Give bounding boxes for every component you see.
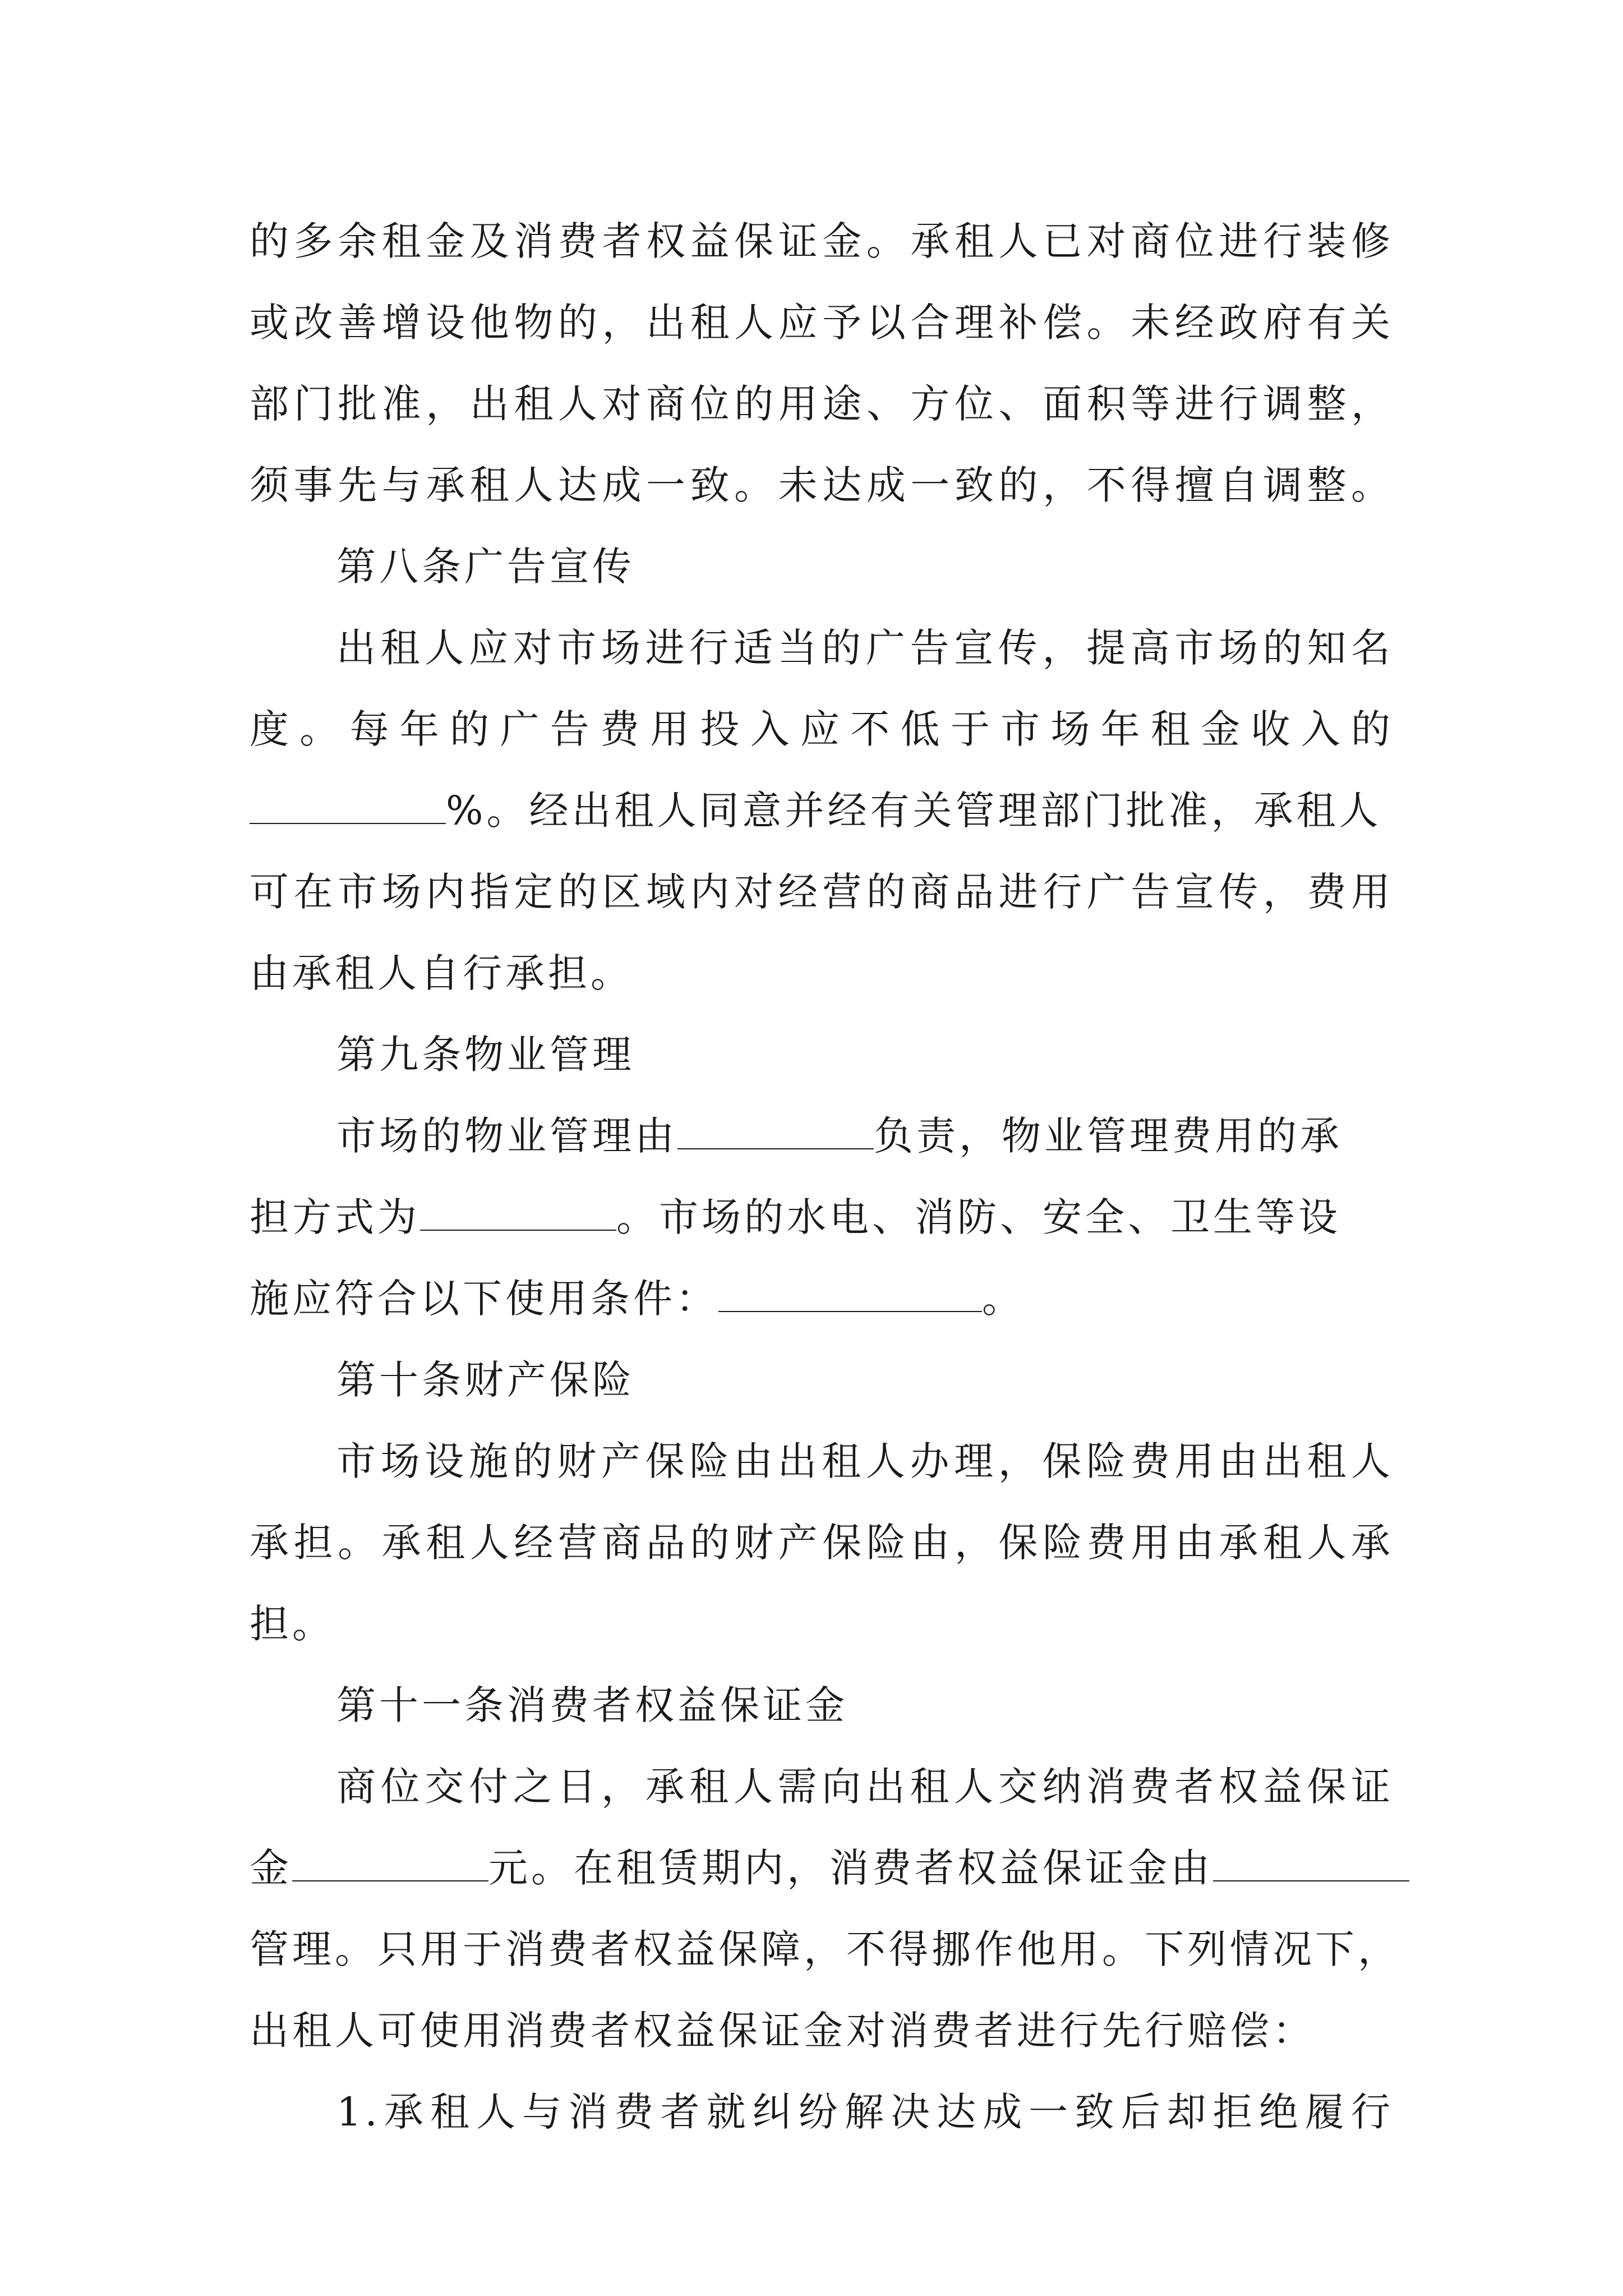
- paragraph-line: 商位交付之日，承租人需向出租人交纳消费者权益保证: [336, 1764, 1394, 1810]
- paragraph-line: 管理。只用于消费者权益保障，不得挪作他用。下列情况下，: [250, 1926, 1400, 1972]
- list-item-1: 1.承租人与消费者就纠纷解决达成一致后却拒绝履行: [336, 2089, 1394, 2135]
- blank-field: [292, 1846, 488, 1881]
- paragraph-line: [250, 1273, 1394, 1324]
- blank-field: [718, 1276, 982, 1312]
- line-text: 施应符合以下使用条件：: [250, 1276, 718, 1322]
- blank-field: [250, 788, 446, 824]
- blank-field: [1213, 1846, 1409, 1881]
- line-text: 金: [250, 1845, 292, 1891]
- line-text: 担方式为: [250, 1194, 420, 1240]
- paragraph-line: 或改善增设他物的，出租人应予以合理补偿。未经政府有关: [250, 300, 1394, 346]
- paragraph-line: [250, 785, 1394, 836]
- paragraph-line: 可在市场内指定的区域内对经营的商品进行广告宣传，费用: [250, 869, 1394, 915]
- paragraph-line: 部门批准，出租人对商位的用途、方位、面积等进行调整，: [250, 381, 1394, 427]
- line-text: 。市场的水电、消防、安全、卫生等设: [616, 1194, 1341, 1240]
- paragraph-line: 市场设施的财产保险由出租人办理，保险费用由出租人: [336, 1438, 1394, 1484]
- paragraph-line: 的多余租金及消费者权益保证金。承租人已对商位进行装修: [250, 218, 1394, 264]
- paragraph-line: 出租人应对市场进行适当的广告宣传，提高市场的知名: [336, 625, 1394, 671]
- section-heading-article-10: 第十条财产保险: [336, 1357, 635, 1403]
- paragraph-line: 担。: [250, 1601, 335, 1647]
- paragraph-line: [250, 1192, 1394, 1243]
- line-text: 市场的物业管理由: [336, 1113, 677, 1159]
- paragraph-line: [250, 1843, 1394, 1893]
- paragraph-line: 度。每年的广告费用投入应不低于市场年租金收入的: [250, 706, 1394, 752]
- section-heading-article-9: 第九条物业管理: [336, 1032, 635, 1078]
- blank-field: [420, 1195, 616, 1231]
- line-text: 元。在租赁期内，消费者权益保证金由: [488, 1845, 1213, 1891]
- blank-field: [677, 1114, 874, 1149]
- paragraph-line: 出租人可使用消费者权益保证金对消费者进行先行赔偿：: [250, 2008, 1315, 2054]
- line-text: %。经出租人同意并经有关管理部门批准，承租人: [446, 788, 1382, 834]
- paragraph-line: 须事先与承租人达成一致。未达成一致的，不得擅自调整。: [250, 462, 1394, 508]
- paragraph-line: [336, 1111, 1394, 1161]
- section-heading-article-11: 第十一条消费者权益保证金: [336, 1682, 848, 1728]
- section-heading-article-8: 第八条广告宣传: [336, 544, 635, 590]
- line-text: 。: [982, 1276, 1025, 1322]
- paragraph-line: 由承租人自行承担。: [250, 950, 633, 996]
- line-text: 负责，物业管理费用的承: [874, 1113, 1343, 1159]
- paragraph-line: 承担。承租人经营商品的财产保险由，保险费用由承租人承: [250, 1520, 1394, 1566]
